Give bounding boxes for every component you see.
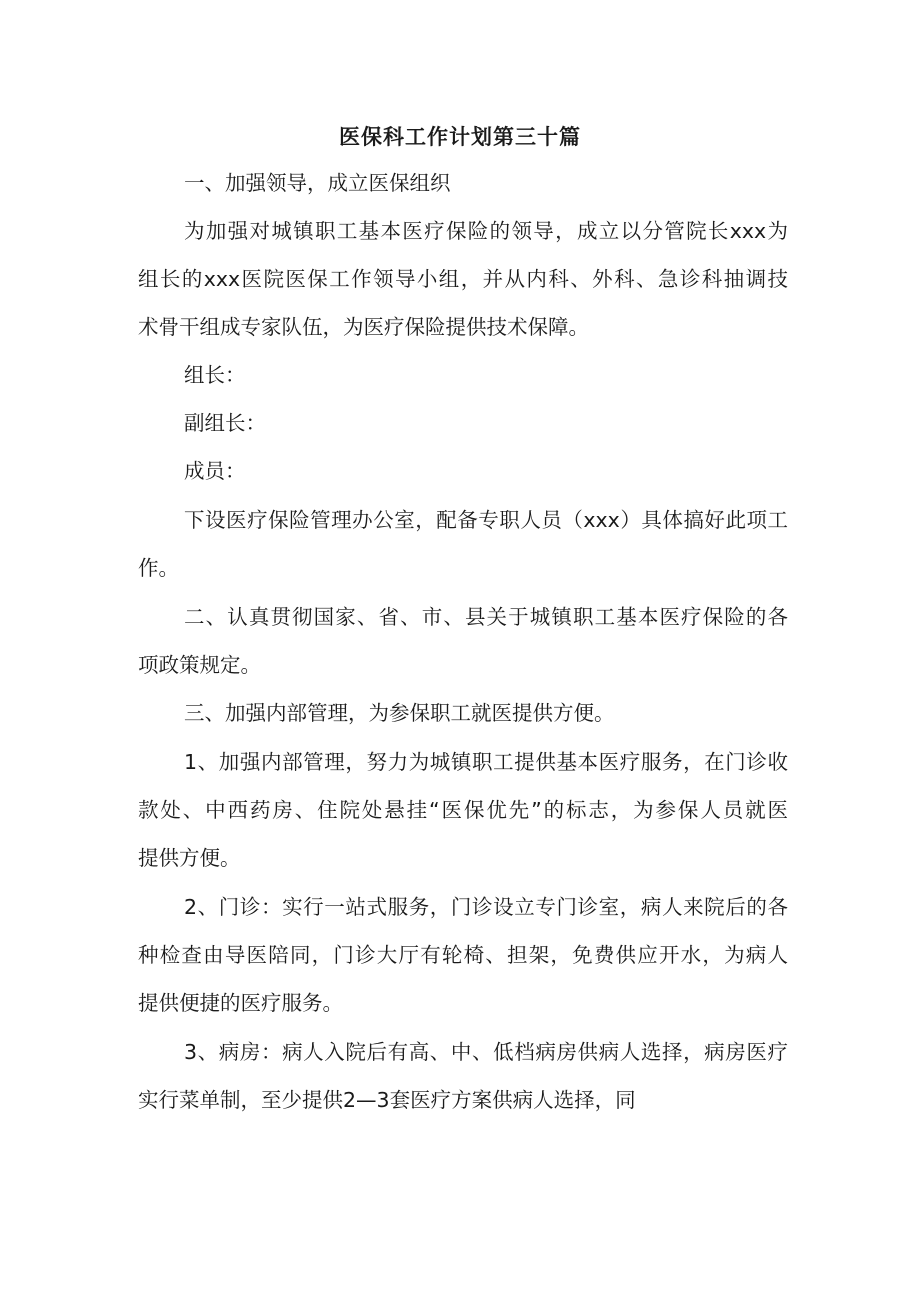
- paragraph-line: 作。: [138, 556, 179, 580]
- item-1-line: 1、加强内部管理，努力为城镇职工提供基本医疗服务，在门诊收: [184, 750, 788, 774]
- heading-2: 二、认真贯彻国家、省、市、县关于城镇职工基本医疗保险的各: [184, 605, 788, 629]
- paragraph-line: 术骨干组成专家队伍，为医疗保险提供技术保障。: [138, 315, 589, 339]
- item-3-line: 3、病房：病人入院后有高、中、低档病房供病人选择，病房医疗: [184, 1040, 788, 1064]
- heading-2-continued: 项政策规定。: [138, 653, 261, 677]
- item-2-line: 种检查由导医陪同，门诊大厅有轮椅、担架，免费供应开水，为病人: [138, 943, 788, 967]
- document-title: 医保科工作计划第三十篇: [339, 125, 581, 149]
- item-1-line: 提供方便。: [138, 846, 241, 870]
- item-2-line: 2、门诊：实行一站式服务，门诊设立专门诊室，病人来院后的各: [184, 895, 788, 919]
- paragraph-line: 下设医疗保险管理办公室，配备专职人员（xxx）具体搞好此项工: [184, 508, 788, 532]
- heading-3: 三、加强内部管理，为参保职工就医提供方便。: [184, 701, 615, 725]
- heading-1: 一、加强领导，成立医保组织: [184, 171, 451, 195]
- paragraph-line: 组长的xxx医院医保工作领导小组，并从内科、外科、急诊科抽调技: [138, 267, 788, 291]
- item-1-line: 款处、中西药房、住院处悬挂“医保优先”的标志，为参保人员就医: [138, 798, 788, 822]
- members-label: 成员：: [184, 459, 246, 483]
- item-2-line: 提供便捷的医疗服务。: [138, 991, 343, 1015]
- paragraph-line: 为加强对城镇职工基本医疗保险的领导，成立以分管院长xxx为: [184, 219, 788, 243]
- leader-label: 组长：: [184, 363, 246, 387]
- deputy-leader-label: 副组长：: [184, 411, 266, 435]
- item-3-line: 实行菜单制，至少提供2—3套医疗方案供病人选择，同: [138, 1088, 636, 1112]
